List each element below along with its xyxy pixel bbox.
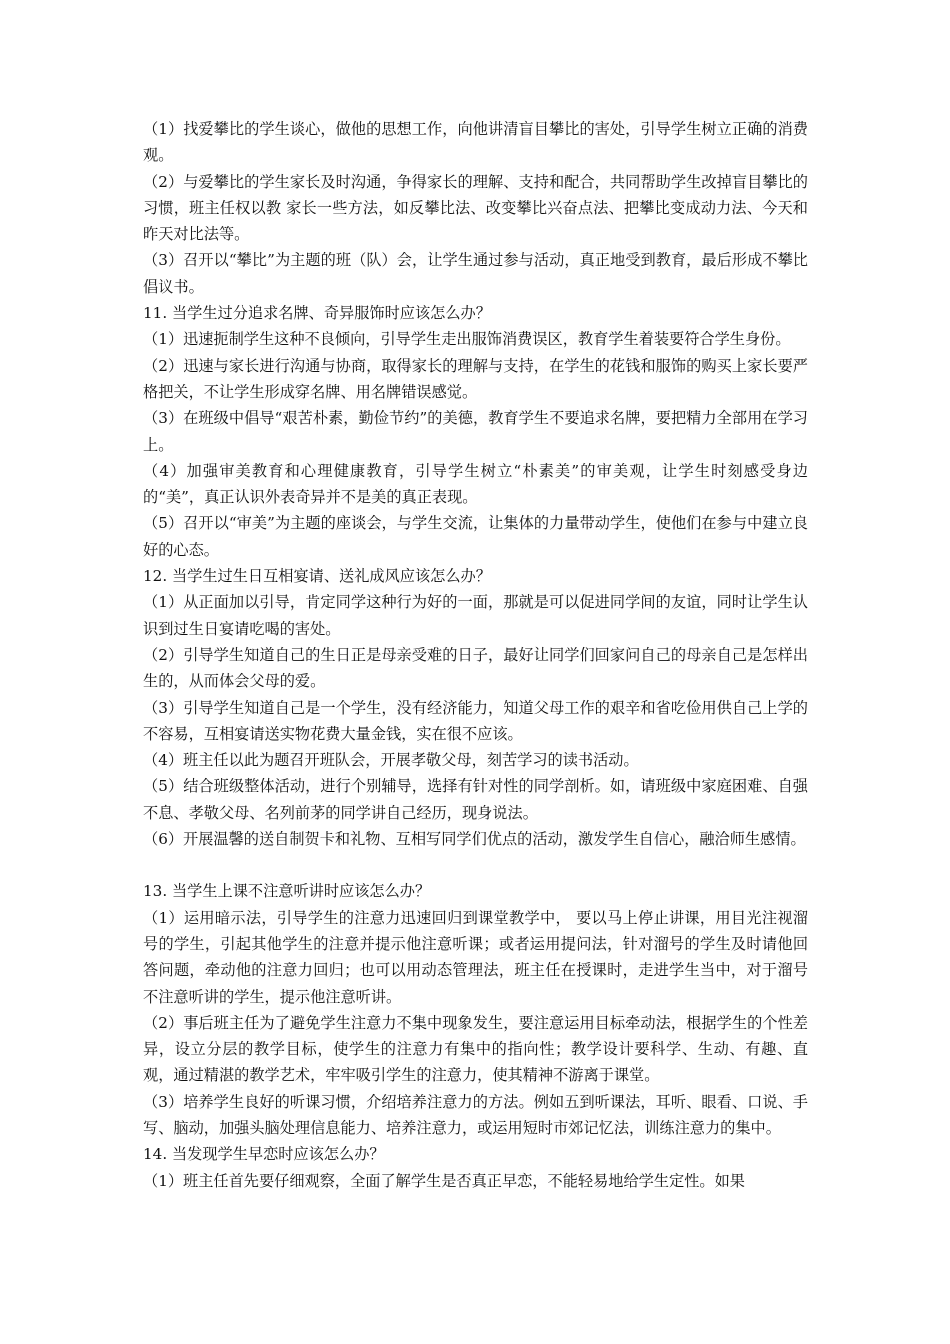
paragraph-10-3: （3）召开以“攀比”为主题的班（队）会，让学生通过参与活动，真正地受到教育，最后形成不攀比倡议书。 (143, 251, 808, 296)
paragraph-11-3: （3）在班级中倡导“艰苦朴素，勤俭节约”的美德，教育学生不要追求名牌，要把精力全部用在学习上。 (143, 409, 808, 454)
paragraph-13-1: （1）运用暗示法，引导学生的注意力迅速回归到课堂教学中， 要以马上停止讲课，用目光注视溜号的学生，引起其他学生的注意并提示他注意听课；或者运用提问法，针对溜号的学生及时请他回答问题，牵动他的注意力回归；也可以用动态管理法，班主任在授课时，走进学生当中，对于溜号不注意听讲的学生，提示他注意听讲。 (143, 908, 808, 1006)
paragraph-14-1: （1）班主任首先要仔细观察，全面了解学生是否真正早恋，不能轻易地给学生定性。如果 (143, 1171, 745, 1190)
paragraph-10-2: （2）与爱攀比的学生家长及时沟通，争得家长的理解、支持和配合，共同帮助学生改掉盲目攀比的习惯，班主任权以教 家长一些方法，如反攀比法、改变攀比兴奋点法、把攀比变成动力法、今天和昨天对比法等。 (143, 172, 808, 244)
document-body (143, 116, 808, 1194)
question-heading-12: 12. 当学生过生日互相宴请、送礼成风应该怎么办？ (143, 567, 491, 586)
paragraph-11-5: （5）召开以“审美”为主题的座谈会，与学生交流，让集体的力量带动学生，使他们在参与中建立良好的心态。 (143, 514, 808, 559)
paragraph-11-4: （4）加强审美教育和心理健康教育，引导学生树立“朴素美”的审美观，让学生时刻感受身边的“美”，真正认识外表奇异并不是美的真正表现。 (143, 461, 808, 507)
paragraph-12-2: （2）引导学生知道自己的生日正是母亲受难的日子，最好让同学们回家问自己的母亲自己是怎样出生的，从而体会父母的爱。 (143, 645, 808, 691)
paragraph-13-3: （3）培养学生良好的听课习惯，介绍培养注意力的方法。例如五到听课法，耳听、眼看、口说、手写、脑动，加强头脑处理信息能力、培养注意力，或运用短时市郊记忆法，训练注意力的集中。 (143, 1092, 808, 1137)
paragraph-12-5: （5）结合班级整体活动，进行个别辅导，选择有针对性的同学剖析。如，请班级中家庭困难、自强不息、孝敬父母、名列前茅的同学讲自己经历，现身说法。 (143, 777, 808, 822)
question-heading-13: 13. 当学生上课不注意听讲时应该怎么办？ (143, 882, 431, 901)
question-heading-11: 11. 当学生过分追求名牌、奇异服饰时应该怎么办？ (143, 304, 491, 323)
paragraph-13-2: （2）事后班主任为了避免学生注意力不集中现象发生，要注意运用目标牵动法，根据学生的个性差异，设立分层的教学目标，使学生的注意力有集中的指向性；教学设计要科学、生动、有趣、直观，通过精湛的教学艺术，牢牢吸引学生的注意力，使其精神不游离于课堂。 (143, 1013, 808, 1085)
paragraph-10-1: （1）找爱攀比的学生谈心，做他的思想工作，向他讲清盲目攀比的害处，引导学生树立正确的消费观。 (143, 120, 808, 165)
question-heading-14: 14. 当发现学生早恋时应该怎么办？ (143, 1145, 385, 1164)
paragraph-12-1: （1）从正面加以引导，肯定同学这种行为好的一面，那就是可以促进同学间的友谊，同时让学生认识到过生日宴请吃喝的害处。 (143, 593, 808, 638)
paragraph-12-4: （4）班主任以此为题召开班队会，开展孝敬父母，刻苦学习的读书活动。 (143, 751, 639, 770)
paragraph-12-3: （3）引导学生知道自己是一个学生，没有经济能力，知道父母工作的艰辛和省吃俭用供自己上学的不容易，互相宴请送实物花费大量金钱，实在很不应该。 (143, 698, 808, 743)
paragraph-11-2: （2）迅速与家长进行沟通与协商，取得家长的理解与支持，在学生的花钱和服饰的购买上家长要严格把关，不让学生形成穿名牌、用名牌错误感觉。 (143, 356, 808, 401)
paragraph-11-1: （1）迅速扼制学生这种不良倾向，引导学生走出服饰消费误区，教育学生着装要符合学生身份。 (143, 330, 791, 349)
paragraph-12-6: （6）开展温馨的送自制贺卡和礼物、互相写同学们优点的活动，激发学生自信心，融洽师生感情。 (143, 830, 806, 849)
